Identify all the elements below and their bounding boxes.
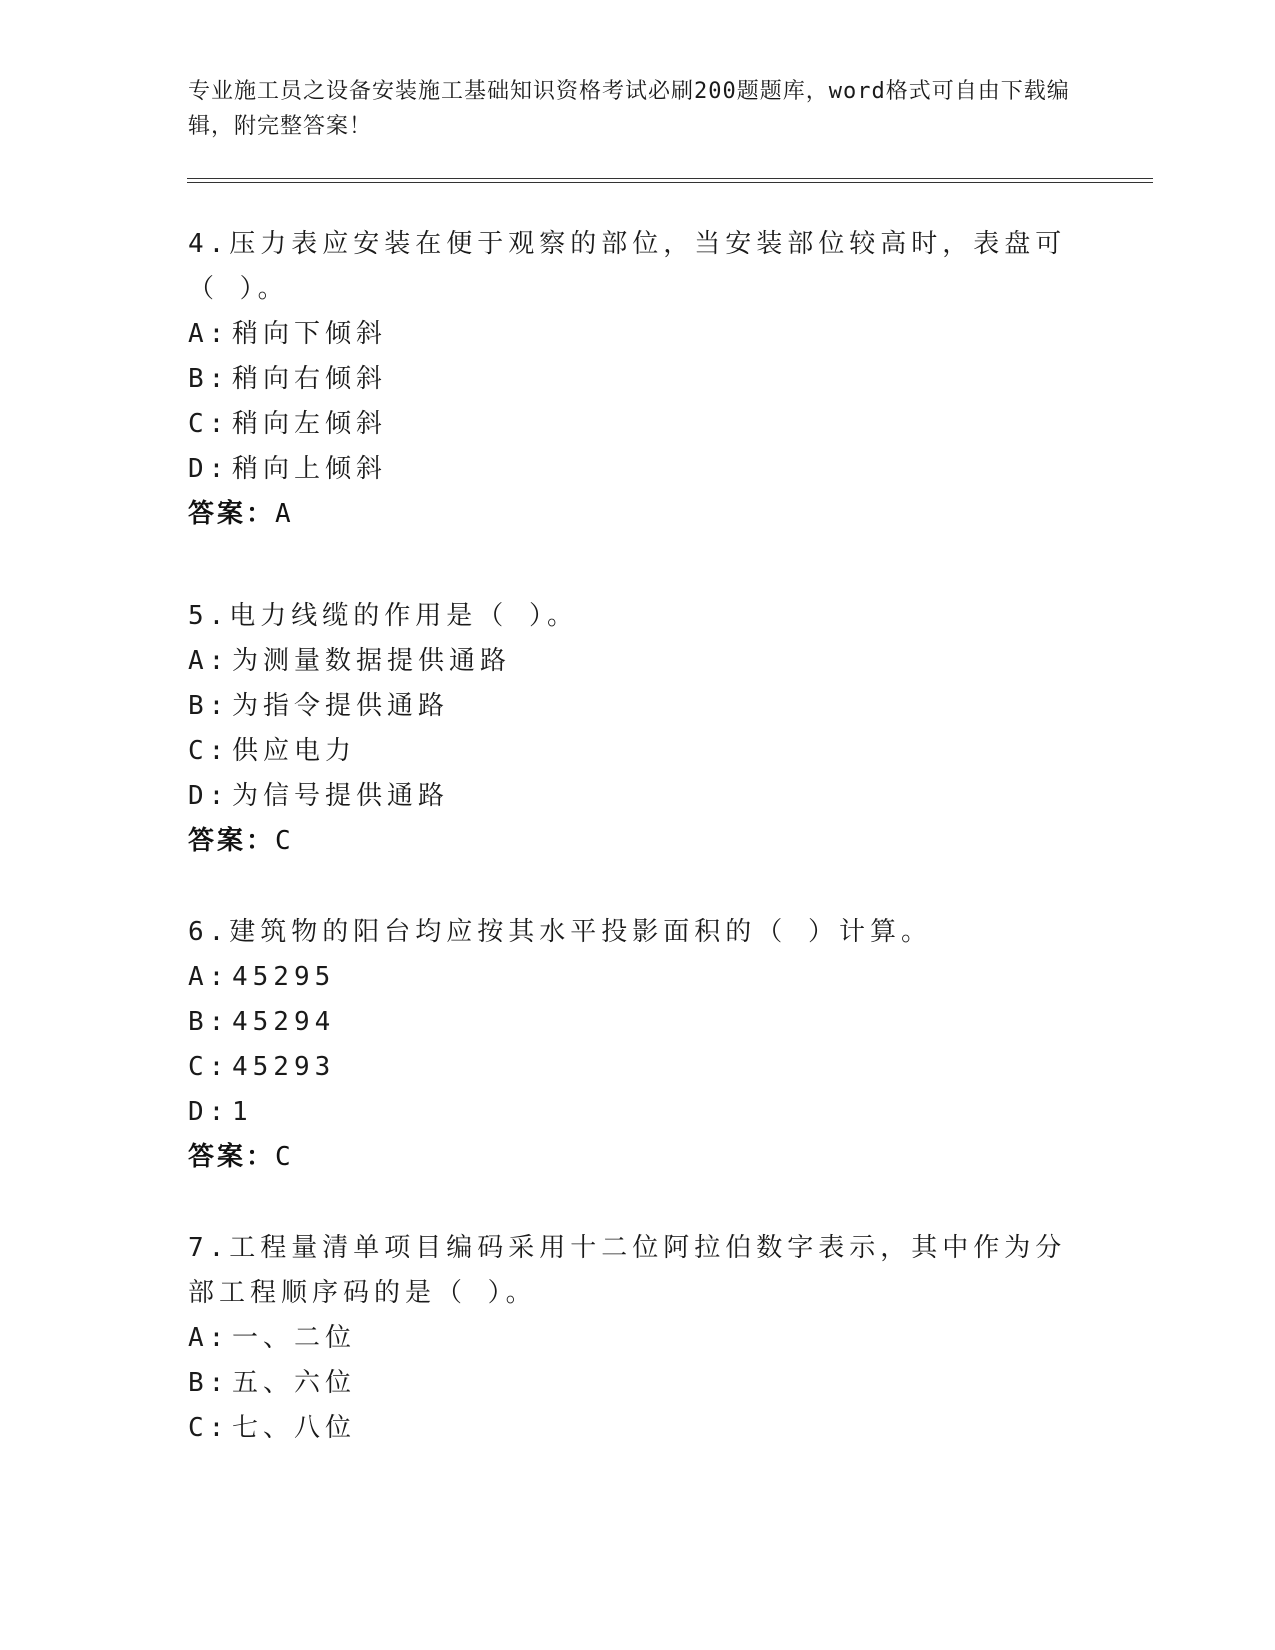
question-item [188,1226,1068,1451]
question-text: 7.工程量清单项目编码采用十二位阿拉伯数字表示，其中作为分部工程顺序码的是（ ）。 [188,1233,1067,1308]
option-text: 稍向左倾斜 [232,409,388,439]
answer-value: A [275,499,294,529]
option-text: 稍向上倾斜 [232,454,388,484]
option-label: C: [188,736,230,766]
option-text: 45295 [232,962,336,992]
answer-value: C [275,826,294,856]
option-label: A: [188,646,230,676]
option-c [188,1045,1068,1090]
option-label: B: [188,1007,230,1037]
option-label: C: [188,1052,230,1082]
answer-line [188,819,1068,864]
option-text: 五、六位 [232,1368,357,1398]
option-label: B: [188,1368,230,1398]
option-label: B: [188,691,230,721]
question-text: 5.电力线缆的作用是（ ）。 [188,601,578,631]
option-label: D: [188,454,230,484]
option-a [188,1316,1068,1361]
option-a [188,955,1068,1000]
option-text: 稍向下倾斜 [232,319,388,349]
option-text: 为测量数据提供通路 [232,646,512,676]
question-item [188,910,1068,1180]
option-text: 45294 [232,1007,336,1037]
option-c [188,729,1068,774]
answer-label: 答案： [188,826,276,856]
option-label: A: [188,962,230,992]
option-b [188,357,1068,402]
answer-line [188,1135,1068,1180]
answer-value: C [275,1142,294,1172]
option-label: D: [188,781,230,811]
answer-label: 答案： [188,1142,276,1172]
question-item [188,594,1068,864]
question-text: 4.压力表应安装在便于观察的部位，当安装部位较高时，表盘可（ ）。 [188,229,1067,304]
option-text: 一、二位 [232,1323,357,1353]
option-text: 1 [232,1097,253,1127]
option-a [188,312,1068,357]
option-text: 为信号提供通路 [232,781,450,811]
option-label: C: [188,409,230,439]
option-label: A: [188,319,230,349]
document-header [188,74,1088,144]
option-text: 七、八位 [232,1413,357,1443]
option-text: 45293 [232,1052,336,1082]
option-c [188,402,1068,447]
option-a [188,639,1068,684]
question-item [188,222,1068,537]
header-divider-bottom [187,182,1153,183]
header-divider-top [187,178,1153,179]
answer-label: 答案： [188,499,276,529]
option-d [188,1090,1068,1135]
option-b [188,1361,1068,1406]
option-b [188,684,1068,729]
option-d [188,774,1068,819]
option-text: 为指令提供通路 [232,691,450,721]
option-label: A: [188,1323,230,1353]
option-label: D: [188,1097,230,1127]
option-b [188,1000,1068,1045]
option-label: C: [188,1413,230,1443]
option-d [188,447,1068,492]
option-text: 稍向右倾斜 [232,364,388,394]
document-title: 专业施工员之设备安装施工基础知识资格考试必刷200题题库，word格式可自由下载编辑，附完整答案！ [188,79,1070,139]
option-text: 供应电力 [232,736,357,766]
option-label: B: [188,364,230,394]
answer-line [188,492,1068,537]
option-c [188,1406,1068,1451]
question-text: 6.建筑物的阳台均应按其水平投影面积的（ ）计算。 [188,917,932,947]
